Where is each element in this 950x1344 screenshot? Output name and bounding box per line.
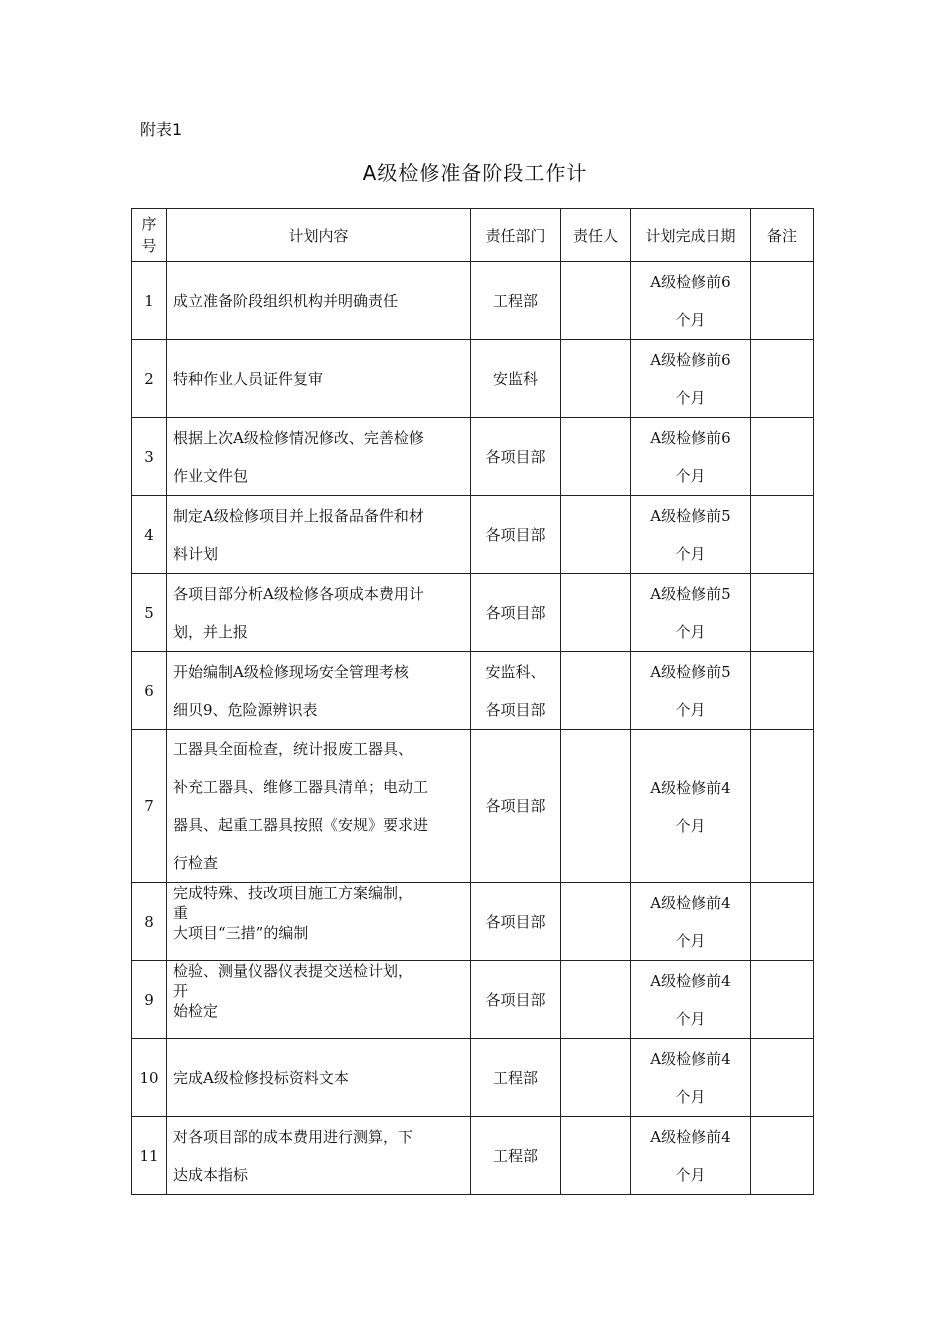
header-content: 计划内容	[167, 209, 471, 262]
row-person	[561, 1039, 631, 1117]
row-num: 3	[132, 418, 167, 496]
row-dept: 各项目部	[471, 883, 561, 961]
row-content: 制定A级检修项目并上报备品备件和材 料计划	[167, 496, 471, 574]
table-row	[132, 574, 814, 652]
header-note: 备注	[751, 209, 814, 262]
row-content: 根据上次A级检修情况修改、完善检修 作业文件包	[167, 418, 471, 496]
row-num: 7	[132, 730, 167, 883]
row-dept: 各项目部	[471, 574, 561, 652]
row-content: 完成特殊、技改项目施工方案编制， 重 大项目“三措”的编制	[167, 883, 471, 961]
row-note	[751, 961, 814, 1039]
row-date: A级检修前4 个月	[631, 883, 751, 961]
row-date: A级检修前5 个月	[631, 574, 751, 652]
row-content: 开始编制A级检修现场安全管理考核 细贝9、危险源辨识表	[167, 652, 471, 730]
row-date: A级检修前6 个月	[631, 340, 751, 418]
row-person	[561, 730, 631, 883]
row-dept: 安监科、 各项目部	[471, 652, 561, 730]
row-content: 对各项目部的成本费用进行测算，下 达成本指标	[167, 1117, 471, 1195]
header-num: 序 号	[132, 209, 167, 262]
row-note	[751, 1039, 814, 1117]
row-num: 4	[132, 496, 167, 574]
row-person	[561, 961, 631, 1039]
table-row	[132, 1117, 814, 1195]
row-person	[561, 883, 631, 961]
row-date: A级检修前4 个月	[631, 730, 751, 883]
table-row	[132, 418, 814, 496]
table-header-row	[132, 209, 814, 262]
appendix-label: 附表1	[140, 120, 183, 139]
row-content: 检验、测量仪器仪表提交送检计划， 开 始检定	[167, 961, 471, 1039]
row-num: 11	[132, 1117, 167, 1195]
row-person	[561, 652, 631, 730]
row-dept: 各项目部	[471, 730, 561, 883]
row-num: 2	[132, 340, 167, 418]
row-note	[751, 574, 814, 652]
row-num: 5	[132, 574, 167, 652]
row-dept: 各项目部	[471, 496, 561, 574]
row-dept: 各项目部	[471, 418, 561, 496]
row-dept: 各项目部	[471, 961, 561, 1039]
row-dept: 工程部	[471, 262, 561, 340]
row-date: A级检修前5 个月	[631, 496, 751, 574]
row-dept: 安监科	[471, 340, 561, 418]
row-person	[561, 418, 631, 496]
row-num: 9	[132, 961, 167, 1039]
row-note	[751, 496, 814, 574]
row-date: A级检修前6 个月	[631, 262, 751, 340]
row-date: A级检修前4 个月	[631, 961, 751, 1039]
row-content: 特种作业人员证件复审	[167, 340, 471, 418]
row-content: 各项目部分析A级检修各项成本费用计 划，并上报	[167, 574, 471, 652]
table-row	[132, 883, 814, 961]
row-date: A级检修前6 个月	[631, 418, 751, 496]
table-row	[132, 652, 814, 730]
row-note	[751, 883, 814, 961]
row-num: 1	[132, 262, 167, 340]
row-num: 10	[132, 1039, 167, 1117]
row-note	[751, 652, 814, 730]
row-person	[561, 1117, 631, 1195]
table-row	[132, 1039, 814, 1117]
row-content: 完成A级检修投标资料文本	[167, 1039, 471, 1117]
row-person	[561, 262, 631, 340]
row-date: A级检修前4 个月	[631, 1039, 751, 1117]
row-date: A级检修前5 个月	[631, 652, 751, 730]
row-note	[751, 1117, 814, 1195]
row-person	[561, 574, 631, 652]
table-row	[132, 961, 814, 1039]
row-date: A级检修前4 个月	[631, 1117, 751, 1195]
header-date: 计划完成日期	[631, 209, 751, 262]
table-row	[132, 730, 814, 883]
row-num: 6	[132, 652, 167, 730]
header-dept: 责任部门	[471, 209, 561, 262]
row-person	[561, 496, 631, 574]
row-note	[751, 730, 814, 883]
page-title: A级检修准备阶段工作计	[362, 161, 588, 185]
row-content: 工器具全面检查，统计报废工器具、 补充工器具、维修工器具清单；电动工 器具、起重工器具按照《安规》要求进 行检查	[167, 730, 471, 883]
row-note	[751, 418, 814, 496]
plan-table	[131, 208, 814, 1195]
row-num: 8	[132, 883, 167, 961]
row-content: 成立准备阶段组织机构并明确责任	[167, 262, 471, 340]
row-dept: 工程部	[471, 1117, 561, 1195]
row-person	[561, 340, 631, 418]
row-note	[751, 340, 814, 418]
row-dept: 工程部	[471, 1039, 561, 1117]
table-row	[132, 262, 814, 340]
header-person: 责任人	[561, 209, 631, 262]
table-row	[132, 340, 814, 418]
table-row	[132, 496, 814, 574]
row-note	[751, 262, 814, 340]
